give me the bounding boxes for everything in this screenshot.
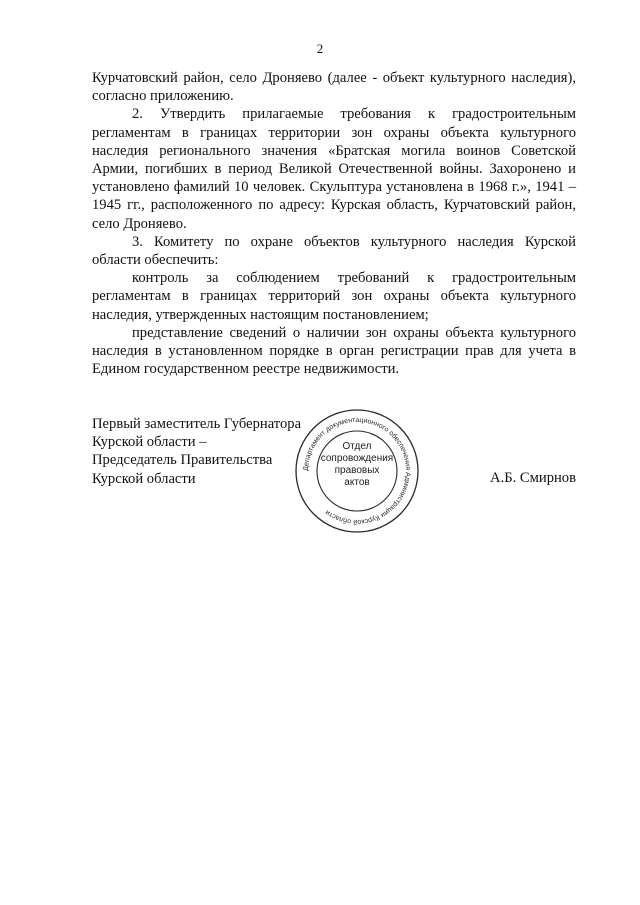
signature-block <box>92 407 576 537</box>
page-number: 2 <box>316 41 324 56</box>
signatory-title-line-3: Председатель Правительства <box>92 452 273 469</box>
signatory-title-line-2: Курской области – <box>92 434 207 451</box>
stamp-center-line-1: Отдел <box>342 441 372 452</box>
stamp-center-line-2: сопровождения <box>320 453 394 464</box>
signatory-title-line-4: Курской области <box>92 470 196 487</box>
official-stamp <box>293 407 421 535</box>
stamp-ring-text: Департамент документационного обеспечения Администрации Курской области <box>302 416 412 526</box>
stamp-center-line-3: правовых <box>334 465 380 476</box>
paragraph-3: 3. Комитету по охране объектов культурного наследия Курской области обеспечить: <box>92 233 576 269</box>
signatory-title-line-1: Первый заместитель Губернатора <box>92 416 302 432</box>
stamp-center-text <box>293 441 421 489</box>
stamp-center-line-4: актов <box>344 477 370 488</box>
paragraph-1: Курчатовский район, село Дроняево (далее - объект культурного наследия), согласно приложению. <box>92 70 576 105</box>
paragraph-5: представление сведений о наличии зон охраны объекта культурного наследия в установленном порядке в орган регистрации прав для учета в Едином государственном реестре недвижимости. <box>92 324 576 378</box>
paragraph-4: контроль за соблюдением требований к градостроительным регламентам в границах территорий зон охраны объекта культурного наследия, утвержденных настоящим постановлением; <box>92 270 576 323</box>
document-body <box>92 69 576 378</box>
signatory-name: А.Б. Смирнов <box>490 470 576 486</box>
signatory-title <box>92 415 301 488</box>
paragraph-2: 2. Утвердить прилагаемые требования к градостроительным регламентам в границах территории зон охраны объекта культурного наследия регионального значения «Братская могила воинов Советской Армии, погибших в период Великой Отечественной войны. Захоронено и установлено фамилий 10 человек. Скульптура установлена в 1968 г.», 1941 – 1945 гг., расположенного по адресу: Курская область, Курчатовский район, село Дроняево. <box>92 106 576 232</box>
